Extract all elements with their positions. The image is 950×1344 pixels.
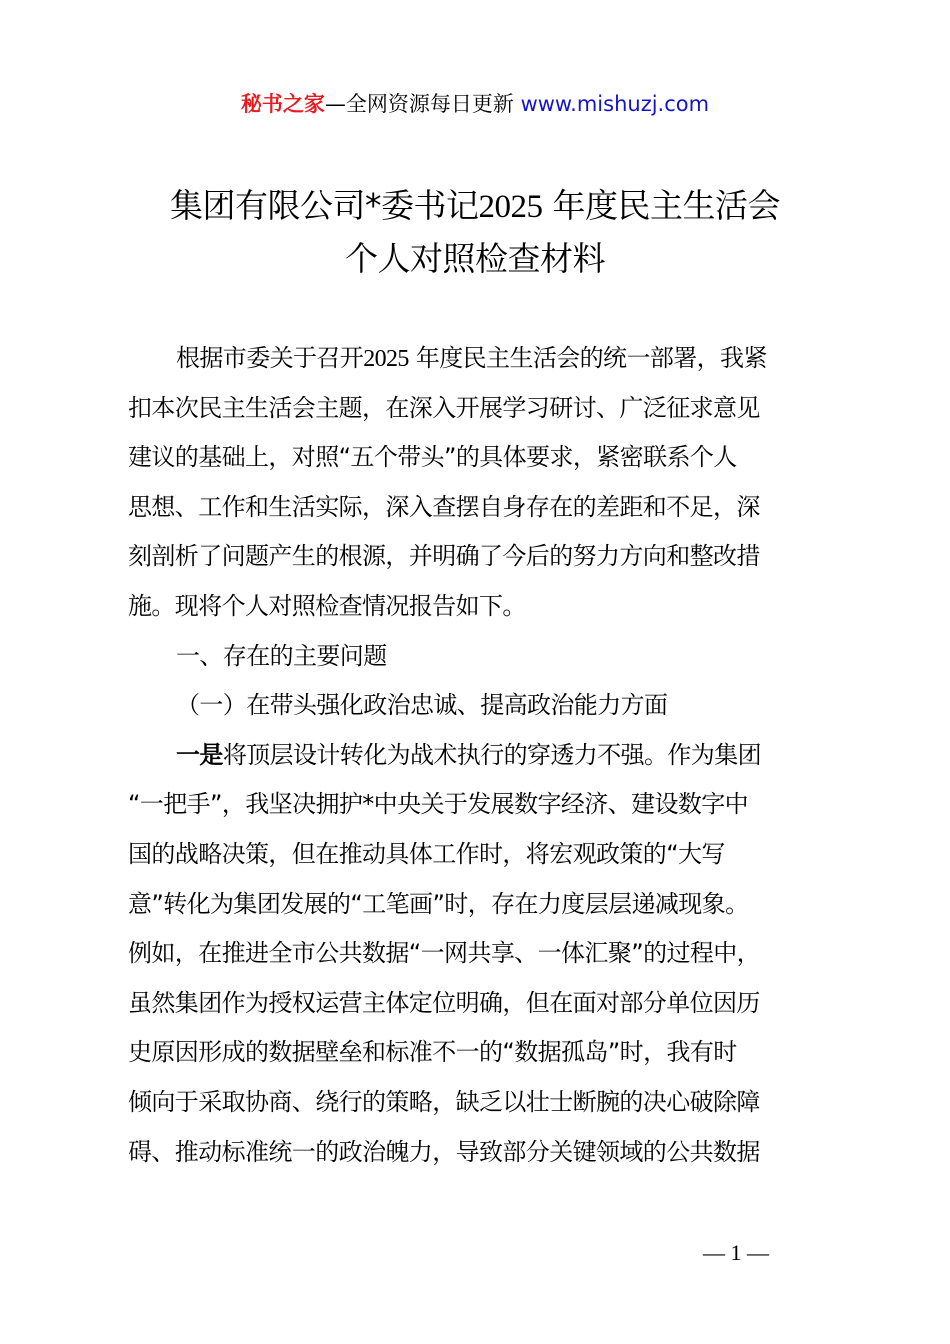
body-line: 施。现将个人对照检查情况报告如下。 — [128, 591, 526, 620]
section-heading: 一、存在的主要问题 — [176, 641, 387, 670]
brand-name: 秘书之家 — [240, 92, 325, 116]
body-line: 史原因形成的数据壁垒和标准不一的“数据孤岛”时，我有时 — [128, 1038, 737, 1067]
subsection-heading: （一）在带头强化政治忠诚、提高政治能力方面 — [176, 691, 668, 720]
banner-slogan: —全网资源每日更新 — [324, 92, 521, 116]
title-line-2: 个人对照检查材料 — [345, 239, 605, 278]
body-line: 碍、推动标准统一的政治魄力，导致部分关键领域的公共数据 — [128, 1137, 760, 1166]
body-line: 扣本次民主生活会主题，在深入开展学习研讨、广泛征求意见 — [128, 393, 760, 422]
body-line: 倾向于采取协商、绕行的策略，缺乏以壮士断腕的决心破除障 — [128, 1087, 760, 1116]
document-title — [0, 180, 950, 285]
body-line: 思想、工作和生活实际，深入查摆自身存在的差距和不足，深 — [128, 492, 760, 521]
point-label: 一是 — [176, 740, 223, 769]
body-line: 一是将顶层设计转化为战术执行的穿透力不强。作为集团 — [176, 740, 762, 769]
body-line: 例如，在推进全市公共数据“一网共享、一体汇聚”的过程中， — [128, 939, 761, 968]
body-line: 刻剖析了问题产生的根源，并明确了今后的努力方向和整改措 — [128, 542, 760, 571]
body-line: 意”转化为集团发展的“工笔画”时，存在力度层层递减现象。 — [128, 889, 749, 918]
document-body — [128, 334, 838, 1177]
body-line: 国的战略决策，但在推动具体工作时，将宏观政策的“大写 — [128, 839, 725, 868]
site-banner — [0, 86, 950, 122]
body-line: 根据市委关于召开2025 年度民主生活会的统一部署，我紧 — [176, 344, 767, 372]
page-number: — 1 — — [703, 1240, 769, 1265]
site-url-link[interactable]: www.mishuzj.com — [520, 92, 710, 116]
body-line: 建议的基础上，对照“五个带头”的具体要求，紧密联系个人 — [128, 443, 737, 472]
body-line: “一把手”，我坚决拥护*中央关于发展数字经济、建设数字中 — [128, 790, 749, 819]
body-line: 虽然集团作为授权运营主体定位明确，但在面对部分单位因历 — [128, 988, 760, 1017]
title-line-1: 集团有限公司*委书记2025 年度民主生活会 — [170, 186, 780, 225]
